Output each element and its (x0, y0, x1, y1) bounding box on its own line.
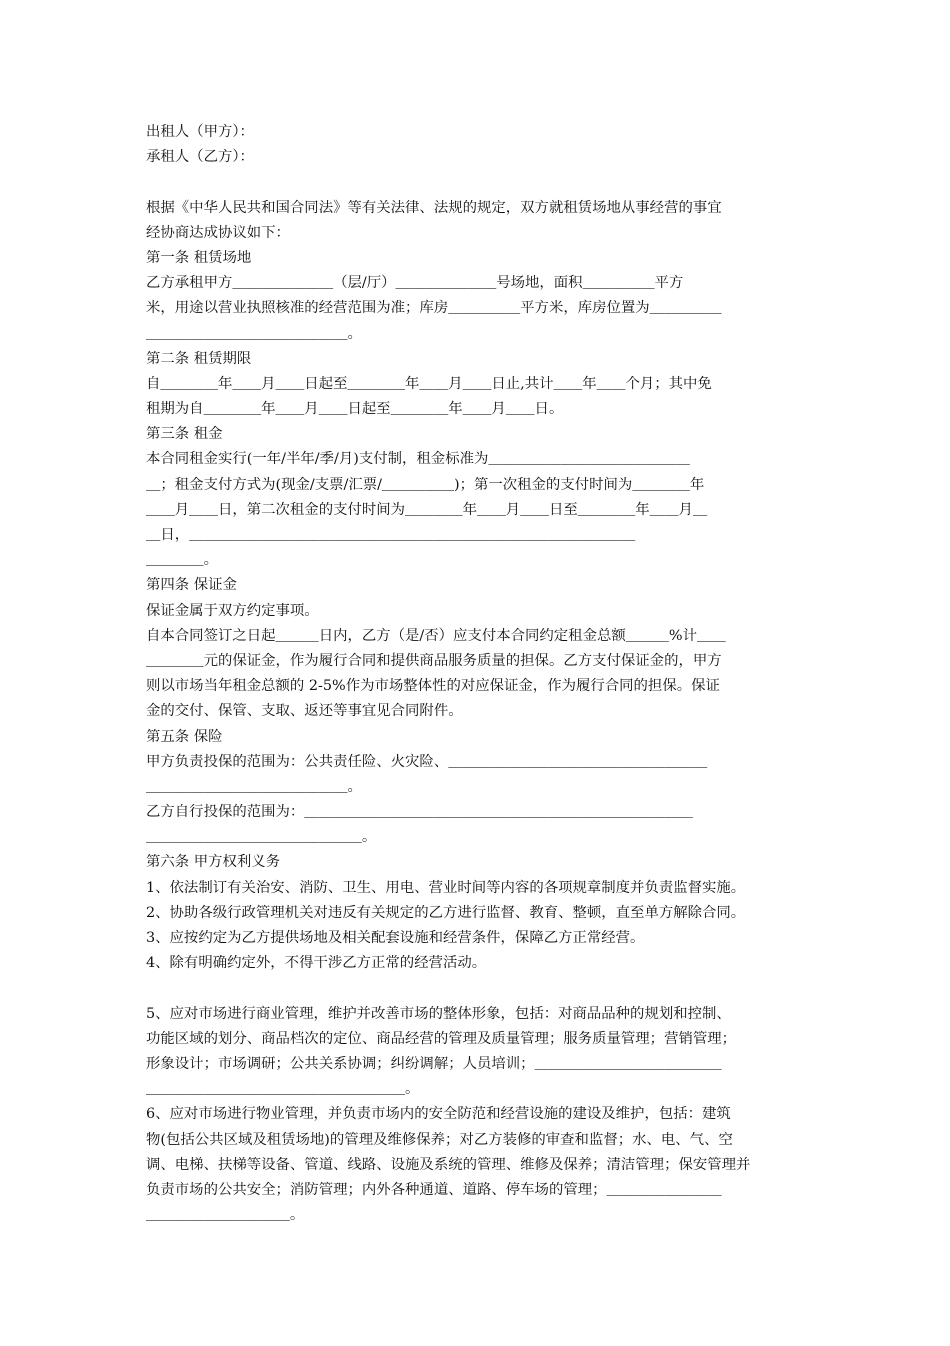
article-4-heading: 第四条 保证金 (146, 577, 237, 594)
article-6-item: 1、依法制订有关治安、消防、卫生、用电、营业时间等内容的各项规章制度并负责监督实施。 (146, 879, 746, 896)
article-1-line: 乙方承租甲方＿＿＿＿＿＿＿（层/厅）＿＿＿＿＿＿＿号场地，面积＿＿＿＿＿平方 (146, 275, 684, 292)
article-6-item: 调、电梯、扶梯等设备、管道、线路、设施及系统的管理、维修及保养；清洁管理；保安管理并 (146, 1156, 751, 1173)
article-3-line: ＿；租金支付方式为(现金/支票/汇票/＿＿＿＿＿)；第一次租金的支付时间为＿＿＿＿年 (146, 476, 705, 493)
article-2-line: 自＿＿＿＿年＿＿月＿＿日起至＿＿＿＿年＿＿月＿＿日止,共计＿＿年＿＿个月；其中免 (146, 375, 712, 392)
article-6-item: 负责市场的公共安全；消防管理；内外各种通道、道路、停车场的管理；＿＿＿＿＿＿＿＿ (146, 1181, 722, 1198)
article-6-item: 4、除有明确约定外，不得干涉乙方正常的经营活动。 (146, 955, 487, 972)
article-3-line: ＿＿＿＿。 (146, 552, 218, 569)
article-2-line: 租期为自＿＿＿＿年＿＿月＿＿日起至＿＿＿＿年＿＿月＿＿日。 (146, 401, 564, 418)
lessor-line: 出租人（甲方）： (146, 124, 254, 140)
article-3-line: ＿＿月＿＿日，第二次租金的支付时间为＿＿＿＿年＿＿月＿＿日至＿＿＿＿年＿＿月＿ (146, 501, 708, 518)
article-6-item: 功能区域的划分、商品档次的定位、商品经营的管理及质量管理；服务质量管理；营销管理； (146, 1030, 737, 1047)
article-6-item: 3、应按约定为乙方提供场地及相关配套设施和经营条件，保障乙方正常经营。 (146, 930, 645, 946)
blank-line (146, 976, 810, 1001)
contract-document (146, 120, 810, 1228)
article-2-heading: 第二条 租赁期限 (146, 350, 252, 367)
preamble-line: 根据《中华人民共和国合同法》等有关法律、法规的规定，双方就租赁场地从事经营的事宜 (146, 199, 722, 216)
article-1-heading: 第一条 租赁场地 (146, 249, 252, 266)
article-5-line: ＿＿＿＿＿＿＿＿＿＿＿＿＿＿＿。 (146, 829, 377, 846)
article-3-heading: 第三条 租金 (146, 426, 223, 443)
article-6-item: 物(包括公共区域及租赁场地)的管理及维修保养；对乙方装修的审查和监督；水、电、气、空 (146, 1131, 733, 1148)
article-1-line: ＿＿＿＿＿＿＿＿＿＿＿＿＿＿。 (146, 325, 362, 342)
article-3-line: ＿日，＿＿＿＿＿＿＿＿＿＿＿＿＿＿＿＿＿＿＿＿＿＿＿＿＿＿＿＿＿＿＿ (146, 527, 636, 543)
article-1-line: 米，用途以营业执照核准的经营范围为准；库房＿＿＿＿＿平方米，库房位置为＿＿＿＿＿ (146, 300, 722, 317)
article-6-item: ＿＿＿＿＿＿＿＿＿＿＿＿＿＿＿＿＿＿。 (146, 1081, 420, 1098)
article-6-item: ＿＿＿＿＿＿＿＿＿＿。 (146, 1207, 305, 1224)
article-5-line: ＿＿＿＿＿＿＿＿＿＿＿＿＿＿。 (146, 778, 362, 795)
article-6-item: 形象设计；市场调研；公共关系协调；纠纷调解；人员培训；＿＿＿＿＿＿＿＿＿＿＿＿＿ (146, 1055, 722, 1072)
article-4-line: 保证金属于双方约定事项。 (146, 602, 319, 619)
article-4-line: 则以市场当年租金总额的 2-5%作为市场整体性的对应保证金，作为履行合同的担保。保证 (146, 678, 720, 695)
article-6-heading: 第六条 甲方权利义务 (146, 854, 281, 871)
lessee-line: 承租人（乙方）： (146, 149, 254, 166)
article-3-line: 本合同租金实行(一年/半年/季/月)支付制，租金标准为＿＿＿＿＿＿＿＿＿＿＿＿＿＿ (146, 451, 690, 468)
article-6-item: 6、应对市场进行物业管理，并负责市场内的安全防范和经营设施的建设及维护，包括：建筑 (146, 1106, 731, 1123)
preamble-line: 经协商达成协议如下： (146, 224, 290, 241)
blank-line (146, 170, 810, 195)
article-4-line: 自本合同签订之日起＿＿＿日内，乙方（是/否）应支付本合同约定租金总额＿＿＿%计＿＿ (146, 627, 726, 644)
article-4-line: ＿＿＿＿元的保证金，作为履行合同和提供商品服务质量的担保。乙方支付保证金的，甲方 (146, 652, 722, 669)
article-6-item: 2、协助各级行政管理机关对违反有关规定的乙方进行监督、教育、整顿，直至单方解除合同。 (146, 904, 746, 921)
article-4-line: 金的交付、保管、支取、返还等事宜见合同附件。 (146, 703, 463, 720)
article-5-heading: 第五条 保险 (146, 728, 223, 745)
article-5-line: 乙方自行投保的范围为：＿＿＿＿＿＿＿＿＿＿＿＿＿＿＿＿＿＿＿＿＿＿＿＿＿＿＿ (146, 804, 693, 821)
article-5-line: 甲方负责投保的范围为：公共责任险、火灾险、＿＿＿＿＿＿＿＿＿＿＿＿＿＿＿＿＿＿ (146, 753, 708, 770)
article-6-item: 5、应对市场进行商业管理，维护并改善市场的整体形象，包括：对商品品种的规划和控制、 (146, 1005, 731, 1022)
